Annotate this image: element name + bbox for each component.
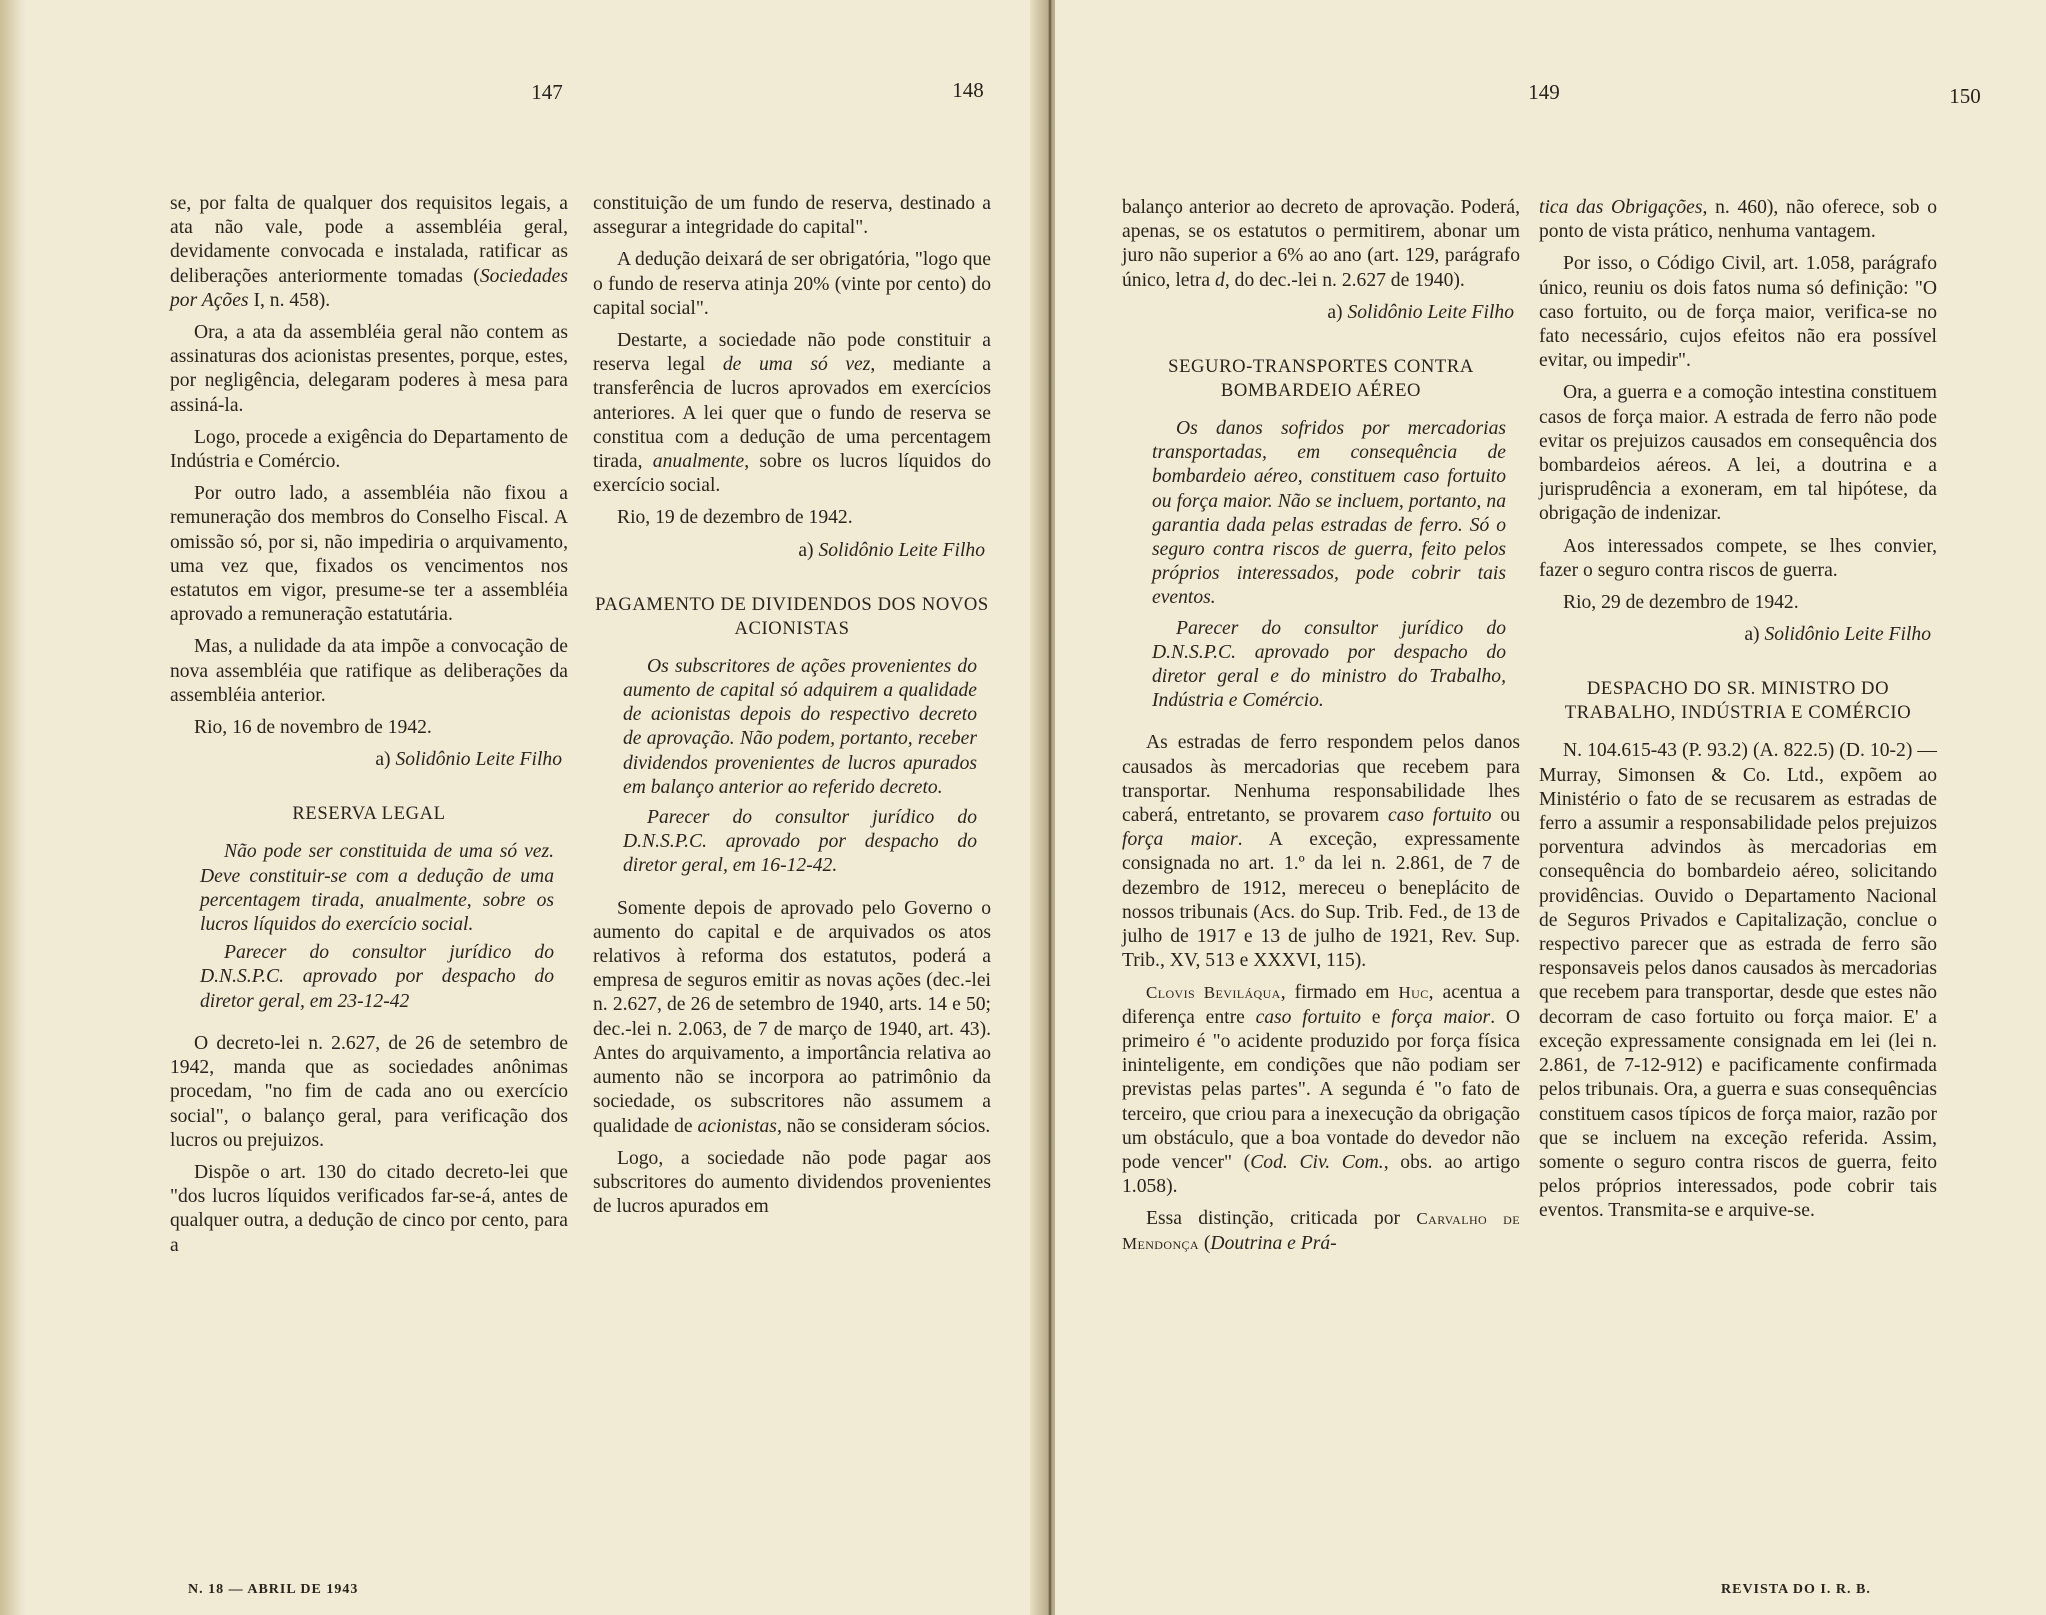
page-number-149: 149: [1528, 80, 1560, 104]
signature-name: Solidônio Leite Filho: [395, 749, 562, 771]
text: As estradas de ferro respondem pelos danos causados às mercadorias que recebem para transportar. Nenhuma responsabilidade lhes caberá, entretanto, se provarem: [1122, 732, 1520, 827]
text: ou: [1491, 805, 1521, 827]
paragraph: [1539, 196, 1937, 244]
paragraph: Por outro lado, a assembléia não fixou a remuneração dos membros do Conselho Fiscal. A omissão só, por si, não impediria o arquivamento, uma vez que, fixados os vencimentos nos estatutos em vigor, presume-se ter a assembléia aprovado a remuneração estatutária.: [170, 483, 568, 626]
column-150: [1539, 196, 1937, 1232]
column-149: [1122, 196, 1520, 1264]
paragraph: [593, 897, 991, 1139]
signature-prefix: a): [1327, 301, 1348, 323]
page-number-150: 150: [1949, 84, 1981, 108]
emphasis: d: [1215, 269, 1225, 291]
column-148: [593, 192, 991, 1227]
text: Essa distinção, criticada por: [1146, 1208, 1417, 1230]
text: , n. 460), não oferece, sob o ponto de vista prático, nenhuma vantagem.: [1539, 197, 1938, 243]
paragraph: Mas, a nulidade da ata impõe a convocação de nova assembléia que ratifique as deliberações da assembléia anterior.: [170, 636, 568, 706]
signature-prefix: a): [798, 539, 819, 561]
paragraph: Por isso, o Código Civil, art. 1.058, parágrafo único, reuniu os dois fatos numa só definição: "O caso fortuito, ou de força maior, verifica-se no fato necessário, cujos efeitos não era possível evitar, ou impedir".: [1539, 253, 1937, 372]
text: . O primeiro é "o acidente produzido por força física ininteligente, em condições que não podiam ser previstas pelas partes". A segunda é "o fato de terceiro, que criou para a inexecução da obrigação um obstáculo, que a boa vontade do devedor não pode vencer" (: [1122, 1006, 1520, 1173]
paragraph: Dispõe o art. 130 do citado decreto-lei que "dos lucros líquidos verificados far-se-á, antes de qualquer outra, a dedução de cinco por cento, para a: [170, 1161, 568, 1256]
signature: [1539, 623, 1931, 647]
section-summary: Os danos sofridos por mercadorias transportadas, em consequência de bombardeio aéreo, constituem caso fortuito ou força maior. Não se incluem, portanto, na garantia dada pelas estradas de ferro. Só o seguro contra riscos de guerra, feito pelos próprios interessados, pode cobrir tais eventos.: [1152, 418, 1506, 609]
date-line: Rio, 16 de novembro de 1942.: [194, 717, 432, 739]
signature-name: Solidônio Leite Filho: [1764, 624, 1931, 646]
page-number-148: 148: [952, 78, 984, 102]
signature-prefix: a): [375, 749, 396, 771]
paragraph: [593, 329, 991, 498]
text: e: [1361, 1006, 1392, 1028]
citation: Sociedades por Ações: [170, 265, 568, 311]
citation: tica das Obrigações: [1539, 197, 1703, 218]
emphasis: força maior: [1122, 829, 1238, 851]
author-name: Huc: [1398, 983, 1429, 1003]
opinion-note: Parecer do consultor jurídico do D.N.S.P.C. aprovado por despacho do diretor geral, em 23-12-42: [200, 942, 554, 1012]
signature: [170, 748, 562, 772]
text: , sobre os lucros líquidos do exercício social.: [593, 451, 992, 497]
paragraph: Ora, a ata da assembléia geral não contem as assinaturas dos acionistas presentes, porque, estes, por negligência, delegaram poderes à mesa para assiná-la.: [170, 322, 568, 416]
paragraph: Logo, procede a exigência do Departamento de Indústria e Comércio.: [170, 426, 568, 473]
emphasis: caso fortuito: [1255, 1006, 1362, 1028]
paragraph: [1122, 196, 1520, 293]
paragraph: Logo, a sociedade não pode pagar aos subscritores do aumento dividendos provenientes de lucros apurados em: [593, 1147, 991, 1218]
signature-name: Solidônio Leite Filho: [1347, 301, 1514, 323]
date-line: Rio, 19 de dezembro de 1942.: [617, 507, 853, 529]
page-edge: [0, 0, 26, 1615]
text: , acentua a diferença entre: [1122, 982, 1520, 1028]
section-heading: SEGURO-TRANSPORTES CONTRA BOMBARDEIO AÉREO: [1168, 356, 1474, 402]
emphasis: força maior: [1391, 1006, 1491, 1028]
opinion-note: Parecer do consultor jurídico do D.N.S.P.C. aprovado por despacho do diretor geral e do ministro do Trabalho, Indústria e Comércio.: [1152, 617, 1506, 712]
emphasis: caso fortuito: [1388, 805, 1492, 827]
date-line: Rio, 29 de dezembro de 1942.: [1563, 592, 1799, 614]
paragraph: Aos interessados compete, se lhes convier, fazer o seguro contra riscos de guerra.: [1539, 535, 1937, 581]
emphasis: acionistas: [697, 1115, 777, 1137]
text: , firmado em: [1280, 982, 1399, 1004]
page-number-147: 147: [531, 80, 563, 104]
section-heading: RESERVA LEGAL: [292, 803, 446, 825]
section-heading: DESPACHO DO SR. MINISTRO DO TRABALHO, INDÚSTRIA E COMÉRCIO: [1564, 678, 1912, 724]
section-summary: Não pode ser constituida de uma só vez. Deve constituir-se com a dedução de uma percentagem tirada, anualmente, sobre os lucros líquidos do exercício social.: [200, 841, 554, 936]
signature-name: Solidônio Leite Filho: [818, 539, 985, 561]
emphasis: anualmente: [652, 451, 745, 473]
paragraph: [1122, 1207, 1520, 1255]
author-name: Carvalho de Mendonça: [1122, 1209, 1520, 1253]
signature: [1122, 301, 1514, 325]
paragraph: [1122, 731, 1520, 973]
right-page: [1055, 0, 2046, 1615]
footer-journal: REVISTA DO I. R. B.: [1721, 1582, 1871, 1597]
text: . A exceção, expressamente consignada no art. 1.º da lei n. 2.861, de 7 de dezembro de 1912, mereceu o beneplácito de nossos tribunais (Acs. do Sup. Trib. Fed., de 13 de julho de 1917 e 13 de julho de 1921, Rev. Sup. Trib., XV, 513 e XXXVI, 115).: [1122, 829, 1520, 972]
author-name: Clovis Beviláqua: [1146, 983, 1281, 1003]
paragraph: O decreto-lei n. 2.627, de 26 de setembro de 1942, manda que as sociedades anônimas procedam, "no fim de cada ano ou exercício social", o balanço geral, para verificação dos lucros ou prejuizos.: [170, 1032, 568, 1151]
paragraph: constituição de um fundo de reserva, destinado a assegurar a integridade do capital".: [593, 193, 991, 239]
text: , não se consideram sócios.: [776, 1115, 991, 1137]
text: se, por falta de qualquer dos requisitos legais, a ata não vale, pode a assembléia geral, devidamente convocada e instalada, ratificar as deliberações anteriormente tomadas (: [170, 193, 568, 287]
citation: Cod. Civ. Com.: [1250, 1151, 1384, 1173]
section-heading: PAGAMENTO DE DIVIDENDOS DOS NOVOS ACIONISTAS: [595, 593, 989, 639]
emphasis: de uma só vez: [722, 354, 871, 376]
text: I, n. 458).: [248, 289, 331, 311]
text: Somente depois de aprovado pelo Governo o aumento do capital e de arquivados os atos relativos à reforma dos estatutos, poderá a empresa de seguros emitir as novas ações (dec.-lei n. 2.627, de 26 de setembro de 1940, arts. 14 e 50; dec.-lei n. 2.063, de 7 de março de 1940, art. 43). Antes do arquivamento, a importância relativa ao aumento não se incorpora ao patrimônio da sociedade, os subscritores não assumem a qualidade de: [593, 897, 991, 1137]
footer-issue: N. 18 — ABRIL DE 1943: [188, 1582, 359, 1597]
paragraph: [170, 192, 568, 313]
text: Destarte, a sociedade não pode constituir a reserva legal: [593, 330, 991, 376]
paragraph: Ora, a guerra e a comoção intestina constituem casos de força maior. A estrada de ferro não pode evitar os prejuizos causados em consequência dos bombardeios aéreos. A lei, a doutrina e a jurisprudência a exoneram, em tal hipótese, da obrigação de indenizar.: [1539, 382, 1937, 525]
text: , mediante a transferência de lucros aprovados em exercícios anteriores. A lei quer que o fundo de reserva se constitua com a dedução de uma percentagem tirada,: [593, 354, 991, 473]
signature: [593, 539, 985, 563]
citation: Doutrina e Prá-: [1210, 1232, 1337, 1254]
text: (: [1198, 1232, 1211, 1254]
paragraph: [1122, 981, 1520, 1199]
text: , obs. ao artigo 1.058).: [1122, 1151, 1520, 1198]
section-summary: Os subscritores de ações provenientes do aumento de capital só adquirem a qualidade de acionistas depois do respectivo decreto de aprovação. Não podem, portanto, receber dividendos provenientes de lucros apurados em balanço anterior ao referido decreto.: [623, 655, 977, 798]
text: balanço anterior ao decreto de aprovação. Poderá, apenas, se os estatutos o permitirem, abonar um juro não superior a 6% ao ano (art. 129, parágrafo único, letra: [1122, 197, 1520, 291]
opinion-note: Parecer do consultor jurídico do D.N.S.P.C. aprovado por despacho do diretor geral, em 16-12-42.: [623, 807, 977, 877]
paragraph: N. 104.615-43 (P. 93.2) (A. 822.5) (D. 10-2) — Murray, Simonsen & Co. Ltd., expõem ao Ministério o fato de se recusarem as estradas de ferro a assumir a responsabilidade pelos prejuizos porventura advindos às mercadorias em consequência do bombardeio aéreo, solicitando providências. Ouvido o Departamento Nacional de Seguros Privados e Capitalização, conclue o respectivo parecer que as estrada de ferro são responsaveis pelos danos causados às mercadorias que recebem para transportar, desde que estes não decorram de caso fortuito ou força maior. E' a exceção expressamente consignada em lei (lei n. 2.861, de 7-12-912) e pacificamente confirmada pelos tribunais. Ora, a guerra e suas consequências constituem casos típicos de força maior, razão por que se incluem na exceção referida. Assim, somente o seguro contra riscos de guerra, feito pelos próprios interessados, pode cobrir tais eventos. Transmita-se e arquive-se.: [1539, 740, 1937, 1222]
paragraph: A dedução deixará de ser obrigatória, "logo que o fundo de reserva atinja 20% (vinte por cento) do capital social".: [593, 249, 991, 319]
column-147: [170, 192, 568, 1266]
signature-prefix: a): [1744, 624, 1765, 646]
text: , do dec.-lei n. 2.627 de 1940).: [1224, 269, 1465, 291]
